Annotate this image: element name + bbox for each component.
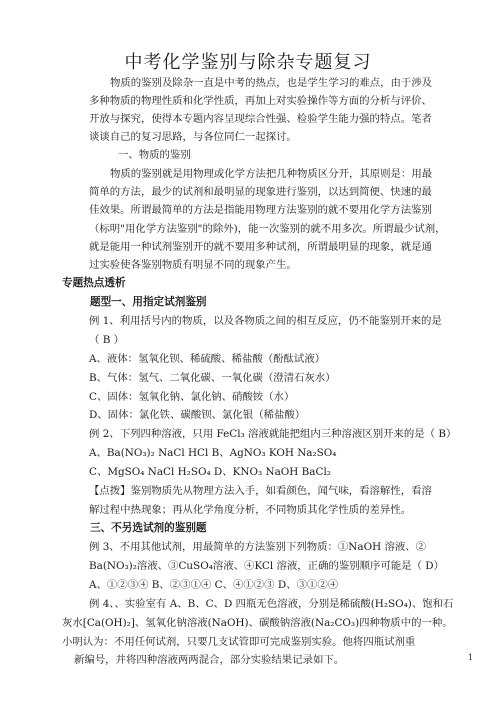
body-line: 简单的方法，最少的试剂和最明显的现象进行鉴别，以达到简便、快速的最	[89, 186, 432, 198]
intro-line: 谈谈自己的复习思路，与各位同仁一起探讨。	[89, 131, 297, 143]
example-line: 例 4、、实验室有 A、B、C、D 四瓶无色溶液，分别是稀硫酸(H₂SO₄)、饱和石	[89, 598, 454, 610]
option-line: C、MgSO₄ NaCl H₂SO₄ D、KNO₃ NaOH BaCl₂	[89, 466, 331, 478]
example-line: 例 2、下列四种溶液，只用 FeCl₃ 溶液就能把组内三种溶液区别开来的是（ B）	[89, 428, 457, 440]
analysis-heading: 专题热点透析	[62, 277, 126, 289]
tip-line: 解过程中热现象；再从化学角度分析，不同物质其化学性质的差异性。	[89, 504, 412, 516]
topic-heading: 题型一、用指定试剂鉴别	[90, 296, 207, 308]
tip-line: 【点拨】鉴别物质先从物理方法入手，如看颜色，闻气味，看溶解性，看溶	[89, 485, 432, 497]
example-line: 小明认为：不用任何试剂，只要几支试管即可完成鉴别实验。他将四瓶试剂重	[62, 636, 416, 648]
option-line: A、①②③④ B、②③①④ C、④①②③ D、③①②④	[89, 579, 339, 591]
intro-line: 物质的鉴别及除杂一直是中考的热点，也是学生学习的难点，由于涉及	[110, 77, 433, 89]
option-line: C、固体：氢氧化钠、氯化钠、硝酸铵（水）	[89, 391, 295, 403]
intro-line: 多种物质的物理性质和化学性质，再加上对实验操作等方面的分析与评价、	[89, 95, 432, 107]
example-line: （ B ）	[89, 334, 125, 346]
body-line: （标明"用化学方法鉴别"的除外)，能一次鉴别的就不用多次。所谓最少试剂，	[89, 223, 446, 235]
intro-line: 开放与探究，使得本专题内容呈现综合性强、检验学生能力强的特点。笔者	[89, 113, 432, 125]
topic-heading: 三、不另选试剂的鉴别题	[90, 522, 207, 534]
body-line: 过实验使各鉴别物质有明显不同的现象产生。	[89, 259, 297, 271]
option-line: D、固体：氯化铁、碳酸钡、氯化银（稀盐酸）	[89, 409, 306, 421]
example-line: 新编号，并将四种溶液两两混合，部分实验结果记录如下。	[74, 654, 345, 666]
example-line: 灰水[Ca(OH)₂]、氢氧化钠溶液(NaOH)、碳酸钠溶液(Na₂CO₃)四种物质中的一种。	[62, 617, 453, 629]
option-line: A、液体：氢氧化钡、稀硫酸、稀盐酸（酚酞试液）	[89, 353, 326, 365]
body-line: 佳效果。所谓最简单的方法是指能用物理方法鉴别的就不要用化学方法鉴别	[89, 204, 432, 216]
body-line: 物质的鉴别就是用物理或化学方法把几种物质区分开，其原则是：用最	[110, 168, 433, 180]
example-line: Ba(NO₃)₂溶液、③CuSO₄溶液、④KCl 溶液，正确的鉴别顺序可能是（ D）	[89, 560, 444, 572]
example-line: 例 3、不用其他试剂，用最简单的方法鉴别下列物质：①NaOH 溶液、②	[89, 541, 427, 553]
page-title: 中考化学鉴别与除杂专题复习	[124, 52, 372, 73]
option-line: A、Ba(NO₃)₂ NaCl HCl B、AgNO₃ KOH Na₂SO₄	[89, 447, 337, 459]
body-line: 就是能用一种试剂鉴别开的就不要用多种试剂，所谓最明显的现象，就是通	[89, 241, 432, 253]
page-number: 1	[468, 653, 474, 662]
option-line: B、气体：氢气、二氧化碳、一氧化碳（澄清石灰水）	[89, 372, 336, 384]
example-line: 例 1、利用括号内的物质，以及各物质之间的相互反应，仍不能鉴别开来的是	[89, 315, 442, 327]
section-heading: 一、物质的鉴别	[118, 149, 191, 161]
